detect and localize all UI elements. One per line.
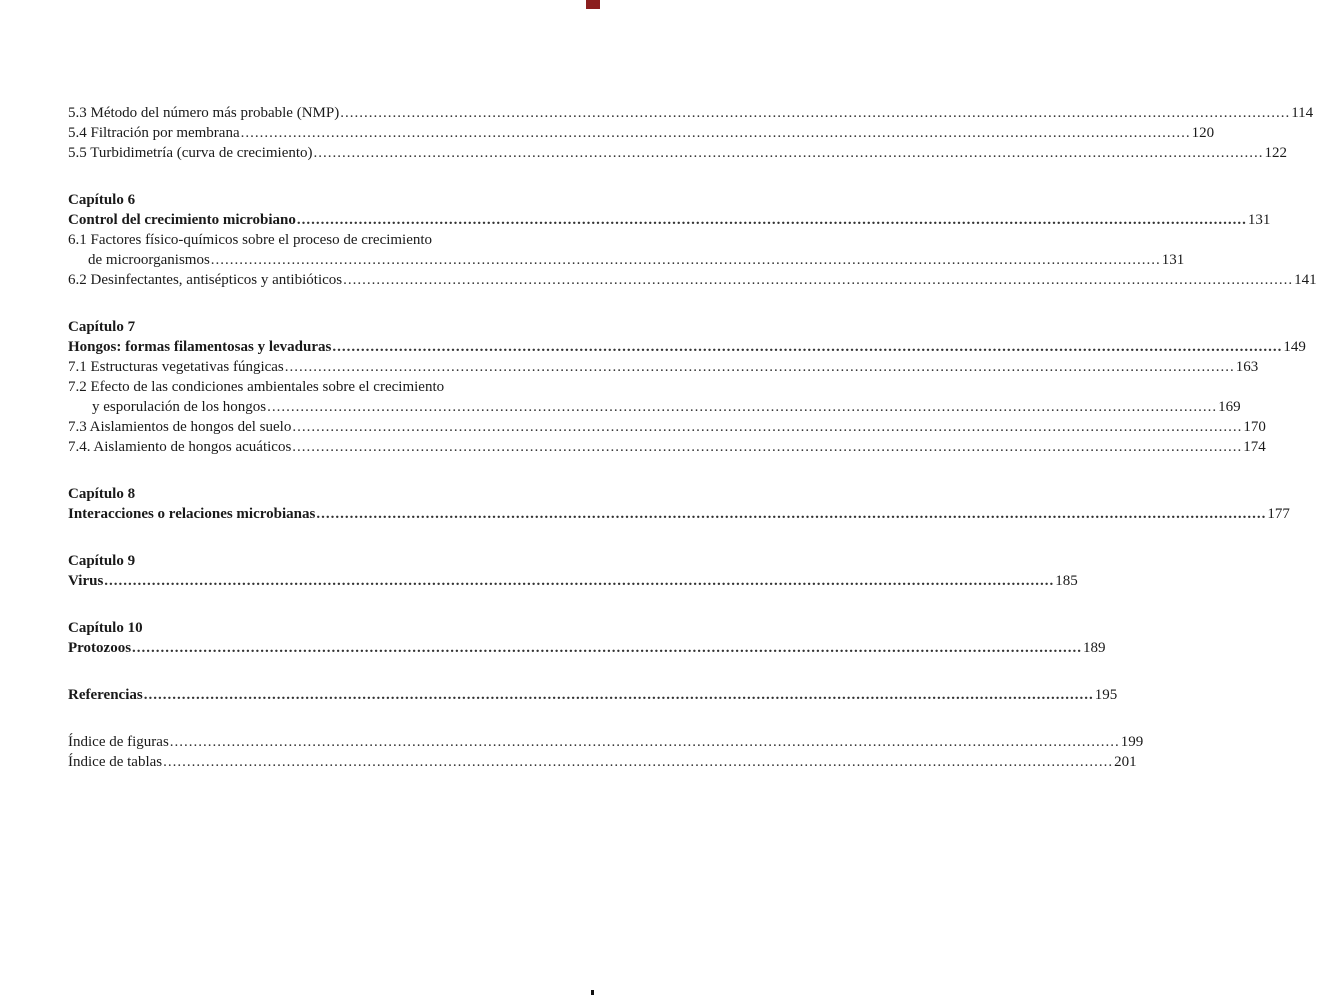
corner-tab-mark bbox=[586, 0, 600, 9]
toc-entry-7-2-line1[interactable]: 7.2 Efecto de las condiciones ambientales sobre el crecimiento bbox=[68, 379, 445, 395]
chapter-6-label: Capítulo 6 bbox=[68, 192, 136, 208]
toc-entry-title: 7.1 Estructuras vegetativas fúngicas bbox=[68, 359, 284, 375]
toc-entry-7-1[interactable] bbox=[68, 357, 1259, 377]
toc-page-number: 122 bbox=[1264, 145, 1288, 161]
chapter-title: Virus bbox=[68, 573, 104, 589]
dot-leader: ........................................................................................................................................................................................................ bbox=[267, 399, 1218, 415]
toc-page-number: 195 bbox=[1094, 687, 1118, 703]
toc-page-number: 169 bbox=[1218, 399, 1241, 415]
table-index-title: Índice de tablas bbox=[68, 754, 163, 770]
toc-page-number: 131 bbox=[1247, 212, 1271, 228]
references-title: Referencias bbox=[68, 687, 143, 703]
dot-leader: ........................................................................................................................................................................................................ bbox=[163, 754, 1114, 770]
dot-leader: ........................................................................................................................................................................................................ bbox=[210, 252, 1161, 268]
dot-leader: ........................................................................................................................................................................................................ bbox=[340, 105, 1291, 121]
toc-page-number: 163 bbox=[1235, 359, 1259, 375]
dot-leader: ........................................................................................................................................................................................................ bbox=[132, 640, 1083, 656]
chapter-8-label: Capítulo 8 bbox=[68, 486, 136, 502]
toc-page-number: 114 bbox=[1291, 105, 1314, 121]
toc-chapter-7[interactable] bbox=[68, 337, 1306, 357]
toc-figure-index[interactable] bbox=[68, 732, 1144, 752]
toc-page-number: 131 bbox=[1161, 252, 1185, 268]
dot-leader: ........................................................................................................................................................................................................ bbox=[169, 734, 1120, 750]
chapter-10-label: Capítulo 10 bbox=[68, 620, 143, 636]
toc-chapter-8[interactable] bbox=[68, 504, 1290, 524]
chapter-9-label: Capítulo 9 bbox=[68, 553, 136, 569]
toc-page-number: 177 bbox=[1267, 506, 1290, 522]
toc-entry-5-4[interactable] bbox=[68, 123, 1215, 143]
chapter-title: Hongos: formas filamentosas y levaduras bbox=[68, 339, 332, 355]
chapter-title: Control del crecimiento microbiano bbox=[68, 212, 296, 228]
dot-leader: ........................................................................................................................................................................................................ bbox=[292, 419, 1243, 435]
toc-entry-title: 6.2 Desinfectantes, antisépticos y antibióticos bbox=[68, 272, 343, 288]
dot-leader: ........................................................................................................................................................................................................ bbox=[332, 339, 1283, 355]
dot-leader: ........................................................................................................................................................................................................ bbox=[316, 506, 1267, 522]
toc-page-number: 170 bbox=[1243, 419, 1266, 435]
toc-page-number: 149 bbox=[1283, 339, 1306, 355]
toc-entry-6-2[interactable] bbox=[68, 270, 1317, 290]
chapter-title: Protozoos bbox=[68, 640, 132, 656]
toc-chapter-6[interactable] bbox=[68, 210, 1271, 230]
dot-leader: ........................................................................................................................................................................................................ bbox=[143, 687, 1094, 703]
chapter-7-label: Capítulo 7 bbox=[68, 319, 136, 335]
dot-leader: ........................................................................................................................................................................................................ bbox=[343, 272, 1294, 288]
toc-page-number: 185 bbox=[1055, 573, 1078, 589]
toc-entry-7-3[interactable] bbox=[68, 417, 1266, 437]
toc-entry-title: y esporulación de los hongos bbox=[92, 399, 267, 415]
dot-leader: ........................................................................................................................................................................................................ bbox=[296, 212, 1247, 228]
chapter-title: Interacciones o relaciones microbianas bbox=[68, 506, 316, 522]
toc-entry-title: 7.4. Aislamiento de hongos acuáticos bbox=[68, 439, 292, 455]
toc-table-index[interactable] bbox=[68, 752, 1137, 772]
toc-page-number: 189 bbox=[1083, 640, 1106, 656]
toc-chapter-10[interactable] bbox=[68, 638, 1106, 658]
toc-entry-title: 7.3 Aislamientos de hongos del suelo bbox=[68, 419, 292, 435]
page-edge-mark bbox=[591, 990, 594, 995]
dot-leader: ........................................................................................................................................................................................................ bbox=[284, 359, 1235, 375]
toc-entry-title: 5.5 Turbidimetría (curva de crecimiento) bbox=[68, 145, 313, 161]
dot-leader: ........................................................................................................................................................................................................ bbox=[292, 439, 1243, 455]
toc-entry-title: de microorganismos bbox=[88, 252, 210, 268]
toc-entry-title: 5.4 Filtración por membrana bbox=[68, 125, 240, 141]
toc-page-number: 174 bbox=[1243, 439, 1266, 455]
toc-chapter-9[interactable] bbox=[68, 571, 1078, 591]
toc-page-number: 141 bbox=[1294, 272, 1317, 288]
dot-leader: ........................................................................................................................................................................................................ bbox=[313, 145, 1264, 161]
dot-leader: ........................................................................................................................................................................................................ bbox=[240, 125, 1191, 141]
figure-index-title: Índice de figuras bbox=[68, 734, 169, 750]
table-of-contents bbox=[68, 103, 1317, 772]
toc-entry-title: 5.3 Método del número más probable (NMP) bbox=[68, 105, 340, 121]
toc-entry-7-4[interactable] bbox=[68, 437, 1266, 457]
toc-entry-5-3[interactable] bbox=[68, 103, 1314, 123]
toc-page-number: 201 bbox=[1114, 754, 1137, 770]
toc-references[interactable] bbox=[68, 685, 1118, 705]
toc-entry-6-1-line1[interactable]: 6.1 Factores físico-químicos sobre el proceso de crecimiento bbox=[68, 232, 433, 248]
toc-page-number: 199 bbox=[1120, 734, 1144, 750]
toc-entry-5-5[interactable] bbox=[68, 143, 1288, 163]
toc-entry-6-1[interactable] bbox=[68, 250, 1185, 270]
toc-page-number: 120 bbox=[1191, 125, 1215, 141]
dot-leader: ........................................................................................................................................................................................................ bbox=[104, 573, 1055, 589]
toc-entry-7-2[interactable] bbox=[68, 397, 1241, 417]
